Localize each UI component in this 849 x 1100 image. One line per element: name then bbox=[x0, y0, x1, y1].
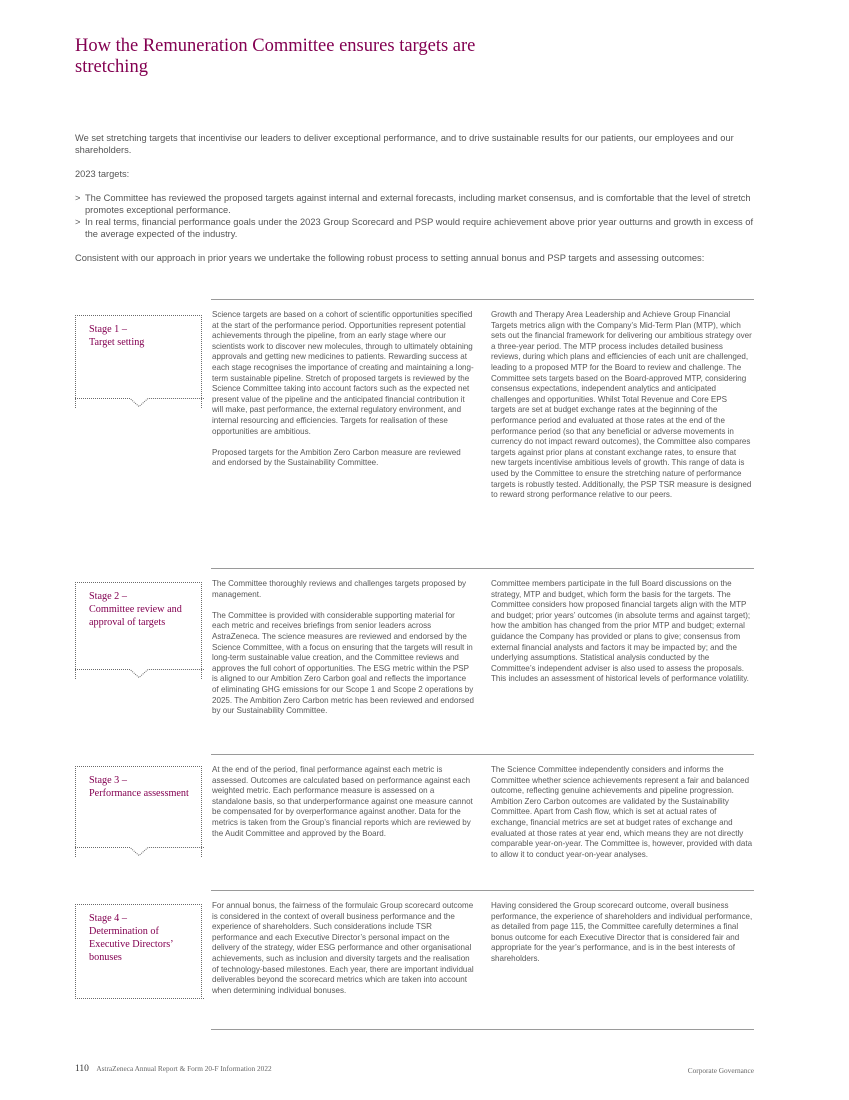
targets-heading: 2023 targets: bbox=[75, 169, 130, 179]
stage-1-column-left bbox=[212, 310, 474, 469]
stage-3-box bbox=[75, 766, 202, 857]
page-number: 110 bbox=[75, 1064, 89, 1074]
section-divider bbox=[211, 754, 754, 755]
stage-4-column-right bbox=[491, 901, 753, 965]
stage-3-row bbox=[75, 754, 754, 889]
stage-title: Determination of Executive Directors’ bonuses bbox=[89, 926, 173, 963]
targets-list bbox=[75, 192, 765, 240]
stage-4-row bbox=[75, 890, 754, 1028]
paragraph: For annual bonus, the fairness of the formulaic Group scorecard outcome is considered in the context of overall business performance and the experience of shareholders. Such considerations include TSR performance and each Executive Director’s personal impact on the delivery of the strategy, wider ESG performance and other organisational achievements, such as inclusion and diversity targets and the realisation of technology-based milestones. Each year, there are important individual deliverables beyond the scorecard metrics which are taken into account when determining individual bonuses. bbox=[212, 901, 474, 995]
stage-2-label bbox=[89, 590, 199, 629]
stage-number: Stage 1 – bbox=[89, 324, 127, 335]
stage-4-label bbox=[89, 912, 199, 964]
stage-2-column-left bbox=[212, 579, 474, 717]
intro-paragraph: We set stretching targets that incentivise our leaders to deliver exceptional performance, and to drive sustainable results for our patients, our employees and our shareholders. bbox=[75, 133, 734, 155]
section-divider bbox=[211, 890, 754, 891]
stage-4-box bbox=[75, 904, 202, 999]
process-intro-paragraph: Consistent with our approach in prior years we undertake the following robust process to setting annual bonus and PSP targets and assessing outcomes: bbox=[75, 253, 705, 263]
paragraph: At the end of the period, final performance against each metric is assessed. Outcomes are calculated based on performance against each weighted metric. Each performance measure is assessed on a standalone basis, so that underperformance against one measure cannot be compensated for by overperformance against another. Data for the metrics is taken from the Group’s financial reports which are reviewed by the Audit Committee and approved by the Board. bbox=[212, 765, 473, 838]
stage-title: Committee review and approval of targets bbox=[89, 604, 182, 628]
paragraph: The Committee is provided with considerable supporting material for each metric and receives briefings from senior leaders across AstraZeneca. The science measures are reviewed and endorsed by the Science Committee, with a focus on ensuring that the targets will result in long-term sustainable value creation, and the Committee reviews and approves the full cohort of opportunities. The ESG metric within the PSP is aligned to our Ambition Zero Carbon goal and reflects the importance of eliminating GHG emissions for our Scope 1 and Scope 2 operations by 2025. The Ambition Zero Carbon metric has been reviewed and endorsed by our Sustainability Committee. bbox=[212, 610, 474, 716]
stage-1-row bbox=[75, 299, 754, 569]
paragraph: Committee members participate in the full Board discussions on the strategy, MTP and budget, which form the basis for the targets. The Committee considers how proposed financial targets align with the MTP and budget; prior years’ outcomes (in absolute terms and against target); how the ambition has changed from the prior MTP and budget; external guidance the Company has provided or plans to give; consensus from external financial analysts and factors it may be impacted by; and the underlying assumptions. Statistical analysis conducted by the Committee’s independent adviser is also used to assess the proposals. This includes an assessment of historical levels of performance volatility. bbox=[491, 579, 751, 684]
stage-3-column-left bbox=[212, 765, 474, 839]
stage-2-column-right bbox=[491, 579, 753, 685]
stage-2-box bbox=[75, 582, 202, 679]
section-divider bbox=[211, 299, 754, 300]
stage-1-label bbox=[89, 323, 199, 349]
stage-number: Stage 2 – bbox=[89, 591, 127, 602]
intro-section bbox=[75, 132, 765, 264]
section-divider bbox=[211, 1029, 754, 1030]
paragraph: Growth and Therapy Area Leadership and Achieve Group Financial Targets metrics align with the Company’s Mid-Term Plan (MTP), which sets out the financial framework for delivering our ambitious strategy over a three-year period. The MTP process includes detailed business reviews, during which plans and efficiencies of each unit are challenged, leading to a proposed MTP for the Board to review and challenge. The Committee sets targets based on the Board-approved MTP, considering consensus expectations, independent analytics and anticipated challenges and opportunities. Whilst Total Revenue and Core EPS targets are set at budget exchange rates at the beginning of the performance period and evaluated at those rates at the end of the performance period (so that any beneficial or adverse movements in currency do not impact reward outcomes), the Committee also compares targets against prior plans at constant exchange rates, to ensure that new targets incentivise ambitious levels of growth. This range of data is used by the Committee to ensure the stretching nature of performance targets is robustly tested. Additionally, the PSP TSR measure is designed to reward strong performance relative to our peers. bbox=[491, 310, 752, 500]
paragraph: Science targets are based on a cohort of scientific opportunities specified at the start of the performance period. Opportunities represent potential achievements through the pipeline, from an early stage where our scientists work to discover new molecules, through to ultimately obtaining approvals and getting new medicines to patients. Rewarding success at each stage recognises the importance of creating and maintaining a long-term sustainable pipeline. Stretch of proposed targets is reviewed by the Science Committee taking into account factors such as the expected net present value of the pipeline and the anticipated financial contribution it will make, past performance, the external regulatory environment, and internal resourcing and efficiencies. Targets for realisation of these opportunities are ambitious. bbox=[212, 310, 474, 436]
list-item-text: In real terms, financial performance goals under the 2023 Group Scorecard and PSP would require achievement above prior year outturns and growth in excess of the average expected of the industry. bbox=[85, 217, 754, 239]
stage-2-row bbox=[75, 568, 754, 753]
bullet-marker: > bbox=[75, 217, 81, 227]
stage-3-label bbox=[89, 774, 199, 800]
stage-arrow-icon bbox=[75, 669, 202, 679]
paragraph: Proposed targets for the Ambition Zero Carbon measure are reviewed and endorsed by the Sustainability Committee. bbox=[212, 447, 461, 468]
paragraph: The Committee thoroughly reviews and challenges targets proposed by management. bbox=[212, 579, 467, 599]
list-item bbox=[75, 192, 765, 216]
publication-title: AstraZeneca Annual Report & Form 20-F Information 2022 bbox=[96, 1064, 272, 1073]
stage-number: Stage 3 – bbox=[89, 775, 127, 786]
stage-arrow-icon bbox=[75, 398, 202, 408]
page-footer bbox=[75, 1064, 754, 1074]
stage-title: Performance assessment bbox=[89, 788, 189, 799]
stage-4-column-left bbox=[212, 901, 474, 996]
section-divider bbox=[211, 568, 754, 569]
stage-arrow-icon bbox=[75, 847, 202, 857]
stage-number: Stage 4 – bbox=[89, 913, 127, 924]
page-title: How the Remuneration Committee ensures targets are stretching bbox=[75, 36, 476, 77]
section-name: Corporate Governance bbox=[687, 1066, 754, 1075]
stage-title: Target setting bbox=[89, 337, 145, 348]
list-item bbox=[75, 216, 765, 240]
bullet-marker: > bbox=[75, 193, 81, 203]
stage-1-column-right bbox=[491, 310, 753, 501]
list-item-text: The Committee has reviewed the proposed targets against internal and external forecasts, including market consensus, and is comfortable that the level of stretch promotes exceptional performance. bbox=[85, 193, 751, 215]
stage-box-bottom-border bbox=[75, 989, 202, 999]
paragraph: Having considered the Group scorecard outcome, overall business performance, the experience of shareholders and individual performance, as detailed from page 115, the Committee carefully determines a final bonus outcome for each Executive Director that is considered fair and appropriate for the year’s performance, and is in the best interests of shareholders. bbox=[491, 901, 753, 963]
paragraph: The Science Committee independently considers and informs the Committee whether science achievements represent a fair and balanced outcome, reflecting genuine achievements and pipeline progression. Ambition Zero Carbon outcomes are validated by the Sustainability Committee. Apart from Cash flow, which is set at actual rates of exchange, financial metrics are set at budget rates of exchange and evaluated at those rates at year end, which means they are not directly comparable year-on-year. The Committee is, however, provided with data to allow it to conduct year-on-year analyses. bbox=[491, 765, 753, 859]
stage-1-box bbox=[75, 315, 202, 408]
stage-3-column-right bbox=[491, 765, 753, 860]
